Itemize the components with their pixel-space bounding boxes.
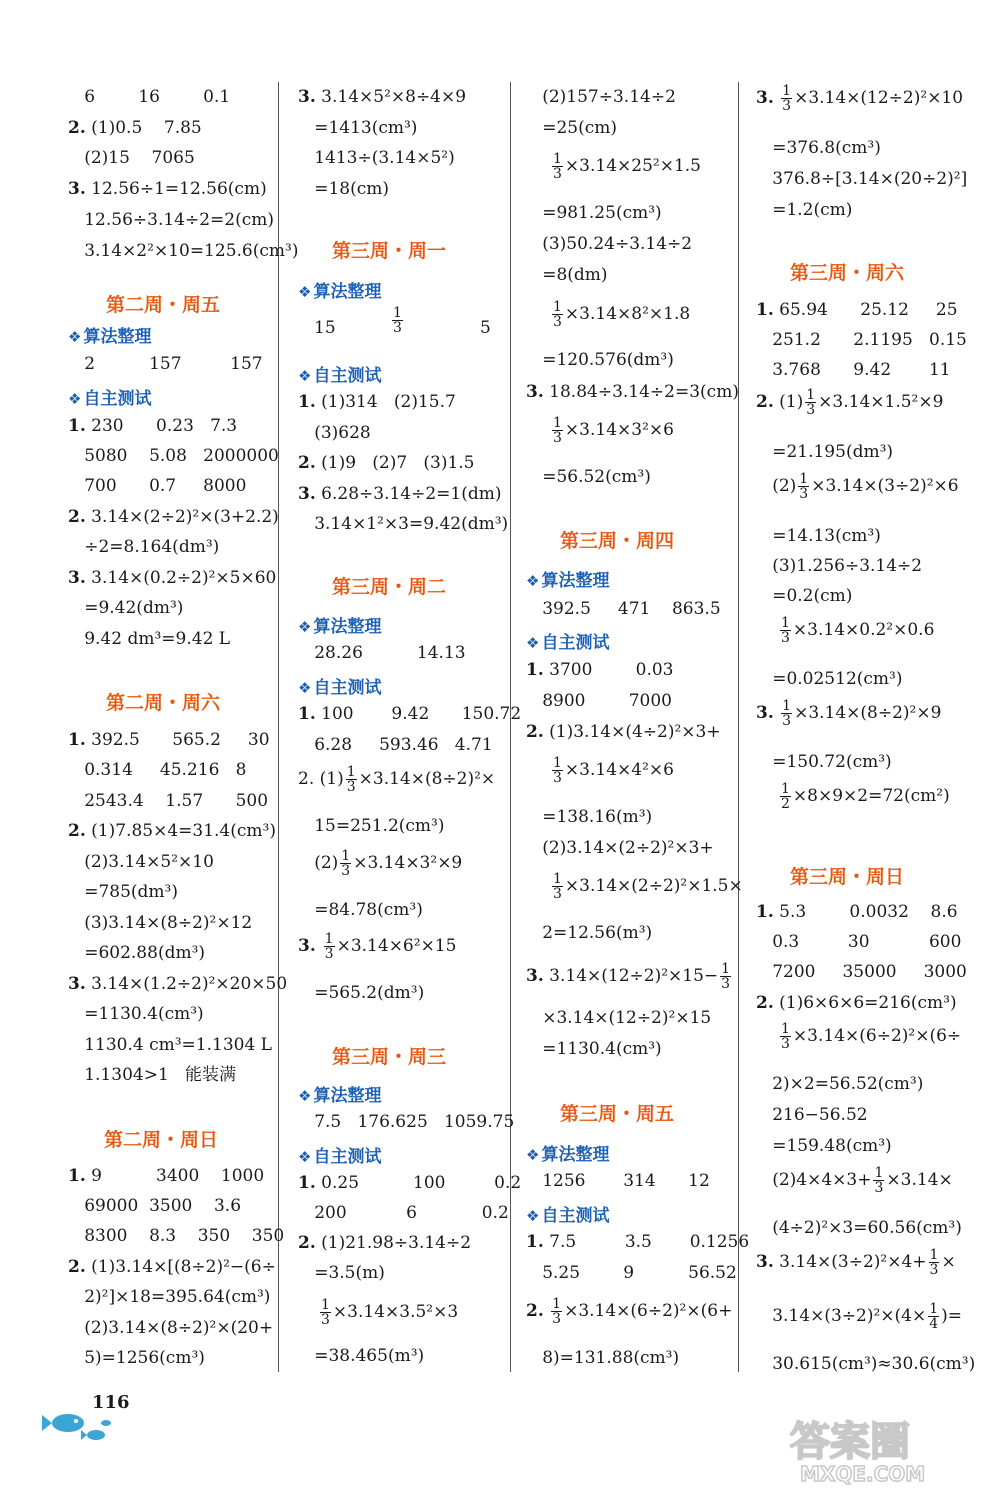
- answer-line: 6 16 0.1: [68, 87, 231, 107]
- answer-line: 8300 8.3 350 350: [68, 1226, 285, 1246]
- answer-line: =602.88(dm³): [68, 943, 206, 963]
- answer-line: $\frac{1}{3}$ ×3.14×8²×1.8: [553, 299, 691, 330]
- answer-line: 392.5 471 863.5: [526, 599, 721, 619]
- answer-line: 6.28 593.46 4.71: [298, 735, 493, 755]
- answer-line: 2. (1)0.5 7.85: [68, 118, 202, 138]
- answer-line: =8(dm): [526, 265, 608, 285]
- answer-line: ×3.14×(12÷2)²×15: [526, 1008, 712, 1028]
- answer-line: 1130.4 cm³=1.1304 L: [68, 1035, 272, 1055]
- answer-line: 1. 7.5 3.5 0.1256: [526, 1232, 750, 1252]
- answer-line: =9.42(dm³): [68, 598, 184, 618]
- answer-line: $\frac{1}{3}$ ×3.14×25²×1.5: [553, 151, 701, 182]
- section-heading: 第三周・周四: [560, 530, 675, 552]
- answer-line: 3. 3.14×(1.2÷2)²×20×50: [68, 974, 288, 994]
- answer-line: 1. 0.25 100 0.2: [298, 1173, 522, 1193]
- answer-line: 200 6 0.2: [298, 1203, 509, 1223]
- answer-line: 1. 100 9.42 150.72: [298, 704, 522, 724]
- section-heading: 第三周・周二: [332, 576, 447, 598]
- fraction-value: $\frac{1}{3}$: [393, 305, 402, 336]
- answer-line: 1. 230 0.23 7.3: [68, 416, 238, 436]
- answer-line: 0.314 45.216 8: [68, 760, 247, 780]
- subsection-heading: ❖ 算法整理: [526, 1145, 610, 1165]
- answer-line: =1130.4(cm³): [68, 1004, 204, 1024]
- answer-line: 15=251.2(cm³): [298, 816, 445, 836]
- answer-line: (2)3.14×5²×10: [68, 852, 214, 872]
- answer-line: (3)50.24÷3.14÷2: [526, 234, 693, 254]
- answer-line: 3.14×1²×3=9.42(dm³): [298, 514, 509, 534]
- answer-line: 8900 7000: [526, 691, 672, 711]
- answer-line: (2)15 7065: [68, 148, 195, 168]
- answer-line: =376.8(cm³): [756, 138, 881, 158]
- page-number: 116: [92, 1392, 130, 1413]
- answer-line: 2. (1)9 (2)7 (3)1.5: [298, 453, 475, 473]
- answer-line: (2)3.14×(8÷2)²×(20+: [68, 1318, 274, 1338]
- answer-line: 30.615(cm³)≈30.6(cm³): [756, 1354, 976, 1374]
- svg-text:答案圈: 答案圈: [790, 1419, 910, 1465]
- answer-line: 7.5 176.625 1059.75: [298, 1112, 515, 1132]
- subsection-heading: ❖ 自主测试: [68, 389, 152, 409]
- section-heading: 第二周・周日: [104, 1129, 219, 1151]
- answer-line: 2. (1)3.14×(4÷2)²×3+: [526, 722, 721, 742]
- answer-line: 3. 3.14×(0.2÷2)²×5×60: [68, 568, 277, 588]
- answer-line: 2)×2=56.52(cm³): [756, 1074, 924, 1094]
- subsection-heading: ❖ 算法整理: [298, 617, 382, 637]
- answer-line: ÷2=8.164(dm³): [68, 537, 220, 557]
- answer-line: =14.13(cm³): [756, 526, 881, 546]
- answer-line: 12.56÷3.14÷2=2(cm): [68, 210, 275, 230]
- answer-line: 3.14×2²×10=125.6(cm³): [68, 241, 299, 261]
- answer-line: 5.25 9 56.52: [526, 1263, 737, 1283]
- svg-text:MXQE.COM: MXQE.COM: [800, 1462, 926, 1485]
- answer-line: =1.2(cm): [756, 200, 853, 220]
- answer-line: =138.16(m³): [526, 807, 653, 827]
- answer-line: 3. 6.28÷3.14÷2=1(dm): [298, 484, 502, 504]
- subsection-heading: ❖ 自主测试: [526, 633, 610, 653]
- answer-line: (2)3.14×(2÷2)²×3+: [526, 838, 714, 858]
- subsection-heading: ❖ 算法整理: [298, 1086, 382, 1106]
- answer-line: =565.2(dm³): [298, 983, 425, 1003]
- answer-line: (4÷2)²×3=60.56(cm³): [756, 1218, 962, 1238]
- answer-line: 8)=131.88(cm³): [526, 1348, 680, 1368]
- answer-line: =0.2(cm): [756, 586, 853, 606]
- watermark-logo: [780, 1405, 980, 1490]
- answer-line: (2) $\frac{1}{3}$ ×3.14×3²×9: [298, 848, 463, 879]
- answer-line: $\frac{1}{3}$ ×3.14×(6÷2)²×(6÷: [781, 1021, 962, 1052]
- answer-line: 7200 35000 3000: [756, 962, 967, 982]
- answer-line: 2. (1)6×6×6=216(cm³): [756, 993, 957, 1013]
- answer-line: 2. (1)21.98÷3.14÷2: [298, 1233, 472, 1253]
- answer-line: 1256 314 12: [526, 1171, 710, 1191]
- answer-line: (3)1.256÷3.14÷2: [756, 556, 923, 576]
- answer-line: 700 0.7 8000: [68, 476, 247, 496]
- answer-line: 3. $\frac{1}{3}$ ×3.14×(8÷2)²×9: [756, 698, 942, 729]
- answer-line: =21.195(dm³): [756, 442, 894, 462]
- answer-line: =0.02512(cm³): [756, 669, 903, 689]
- answer-line: $\frac{1}{3}$ ×3.14×(2÷2)²×1.5×: [553, 871, 743, 902]
- answer-line: 2. (1)7.85×4=31.4(cm³): [68, 821, 276, 841]
- answer-line: 3. 3.14×(3÷2)²×4+ $\frac{1}{3}$ ×: [756, 1247, 956, 1278]
- section-heading: 第二周・周六: [106, 692, 221, 714]
- subsection-heading: ❖ 算法整理: [526, 571, 610, 591]
- subsection-heading: ❖ 自主测试: [298, 366, 382, 386]
- answer-line: 5080 5.08 2000000: [68, 446, 279, 466]
- answer-line: 69000 3500 3.6: [68, 1196, 242, 1216]
- answer-line: =981.25(cm³): [526, 203, 662, 223]
- answer-line: 28.26 14.13: [298, 643, 466, 663]
- answer-line: 2. (1) $\frac{1}{3}$ ×3.14×(8÷2)²×: [298, 764, 496, 795]
- answer-line: 1. 9 3400 1000: [68, 1166, 265, 1186]
- answer-line: 2. $\frac{1}{3}$ ×3.14×(6÷2)²×(6+: [526, 1296, 733, 1327]
- answer-line: 3. $\frac{1}{3}$ ×3.14×(12÷2)²×10: [756, 83, 964, 114]
- answer-line: =84.78(cm³): [298, 900, 423, 920]
- answer-line: 3. 3.14×5²×8÷4×9: [298, 87, 467, 107]
- answer-line: $\frac{1}{3}$ ×3.14×0.2²×0.6: [781, 615, 935, 646]
- answer-line: 15: [314, 318, 336, 338]
- answer-line: (2) $\frac{1}{3}$ ×3.14×(3÷2)²×6: [756, 471, 959, 502]
- subsection-heading: ❖ 算法整理: [298, 282, 382, 302]
- answer-line: 1.1304>1 能装满: [68, 1065, 236, 1085]
- column-divider: [738, 82, 739, 1372]
- subsection-heading: ❖ 自主测试: [298, 678, 382, 698]
- answer-line: =785(dm³): [68, 882, 178, 902]
- answer-line: 0.3 30 600: [756, 932, 962, 952]
- answer-line: =150.72(cm³): [756, 752, 892, 772]
- answer-line: =3.5(m): [298, 1263, 385, 1283]
- answer-line: =159.48(cm³): [756, 1136, 892, 1156]
- section-heading: 第二周・周五: [106, 294, 221, 316]
- answer-line: 1. 392.5 565.2 30: [68, 730, 270, 750]
- answer-line: 2)²]×18=395.64(cm³): [68, 1287, 271, 1307]
- answer-line: $\frac{1}{2}$ ×8×9×2=72(cm²): [781, 781, 950, 812]
- answer-line: =1413(cm³): [298, 118, 418, 138]
- answer-line: (2)157÷3.14÷2: [526, 87, 676, 107]
- subsection-heading: ❖ 自主测试: [526, 1206, 610, 1226]
- answer-line: =38.465(m³): [298, 1346, 425, 1366]
- answer-line: (3)628: [298, 423, 371, 443]
- answer-line: =120.576(dm³): [526, 350, 674, 370]
- answer-line: 3.14×(3÷2)²×(4× $\frac{1}{4}$ )=: [756, 1301, 963, 1332]
- answer-line: 9.42 dm³=9.42 L: [68, 629, 231, 649]
- subsection-heading: ❖ 自主测试: [298, 1147, 382, 1167]
- answer-line: 2. (1) $\frac{1}{3}$ ×3.14×1.5²×9: [756, 387, 944, 418]
- answer-line: 1. 3700 0.03: [526, 660, 674, 680]
- section-heading: 第三周・周六: [790, 262, 905, 284]
- section-heading: 第三周・周一: [332, 240, 447, 262]
- answer-line: 251.2 2.1195 0.15: [756, 330, 967, 350]
- answer-line: 1. 65.94 25.12 25: [756, 300, 958, 320]
- answer-line: 5: [480, 318, 491, 338]
- answer-line: 3.768 9.42 11: [756, 360, 951, 380]
- subsection-heading: ❖ 算法整理: [68, 327, 152, 347]
- answer-line: 3. 3.14×(12÷2)²×15− $\frac{1}{3}$: [526, 961, 731, 992]
- answer-line: 3. 18.84÷3.14÷2=3(cm): [526, 382, 739, 402]
- answer-line: 216−56.52: [756, 1105, 868, 1125]
- answer-line: (2)4×4×3+ $\frac{1}{3}$ ×3.14×: [756, 1165, 953, 1196]
- answer-line: 1413÷(3.14×5²): [298, 148, 455, 168]
- answer-line: 2543.4 1.57 500: [68, 791, 269, 811]
- answer-line: $\frac{1}{3}$ ×3.14×3²×6: [553, 415, 674, 446]
- answer-line: 2. 3.14×(2÷2)²×(3+2.2): [68, 507, 279, 527]
- section-heading: 第三周・周五: [560, 1103, 675, 1125]
- answer-line: 1. (1)314 (2)15.7: [298, 392, 456, 412]
- answer-line: 376.8÷[3.14×(20÷2)²]: [756, 169, 968, 189]
- answer-line: 2 157 157: [68, 354, 263, 374]
- answer-line: 3. $\frac{1}{3}$ ×3.14×6²×15: [298, 931, 457, 962]
- answer-line: =1130.4(cm³): [526, 1039, 662, 1059]
- answer-line: 5)=1256(cm³): [68, 1348, 205, 1368]
- answer-line: 1. 5.3 0.0032 8.6: [756, 902, 958, 922]
- answer-line: =56.52(cm³): [526, 467, 651, 487]
- answer-line: =18(cm): [298, 179, 389, 199]
- answer-line: =25(cm): [526, 118, 617, 138]
- answer-line: (3)3.14×(8÷2)²×12: [68, 913, 253, 933]
- section-heading: 第三周・周日: [790, 866, 905, 888]
- answer-line: 2. (1)3.14×[(8÷2)²−(6÷: [68, 1257, 276, 1277]
- section-heading: 第三周・周三: [332, 1046, 447, 1068]
- column-divider: [278, 82, 279, 1372]
- answer-line: $\frac{1}{3}$ ×3.14×3.5²×3: [321, 1297, 459, 1328]
- answer-line: $\frac{1}{3}$ ×3.14×4²×6: [553, 755, 674, 786]
- answer-line: 2=12.56(m³): [526, 923, 653, 943]
- answer-line: 3. 12.56÷1=12.56(cm): [68, 179, 267, 199]
